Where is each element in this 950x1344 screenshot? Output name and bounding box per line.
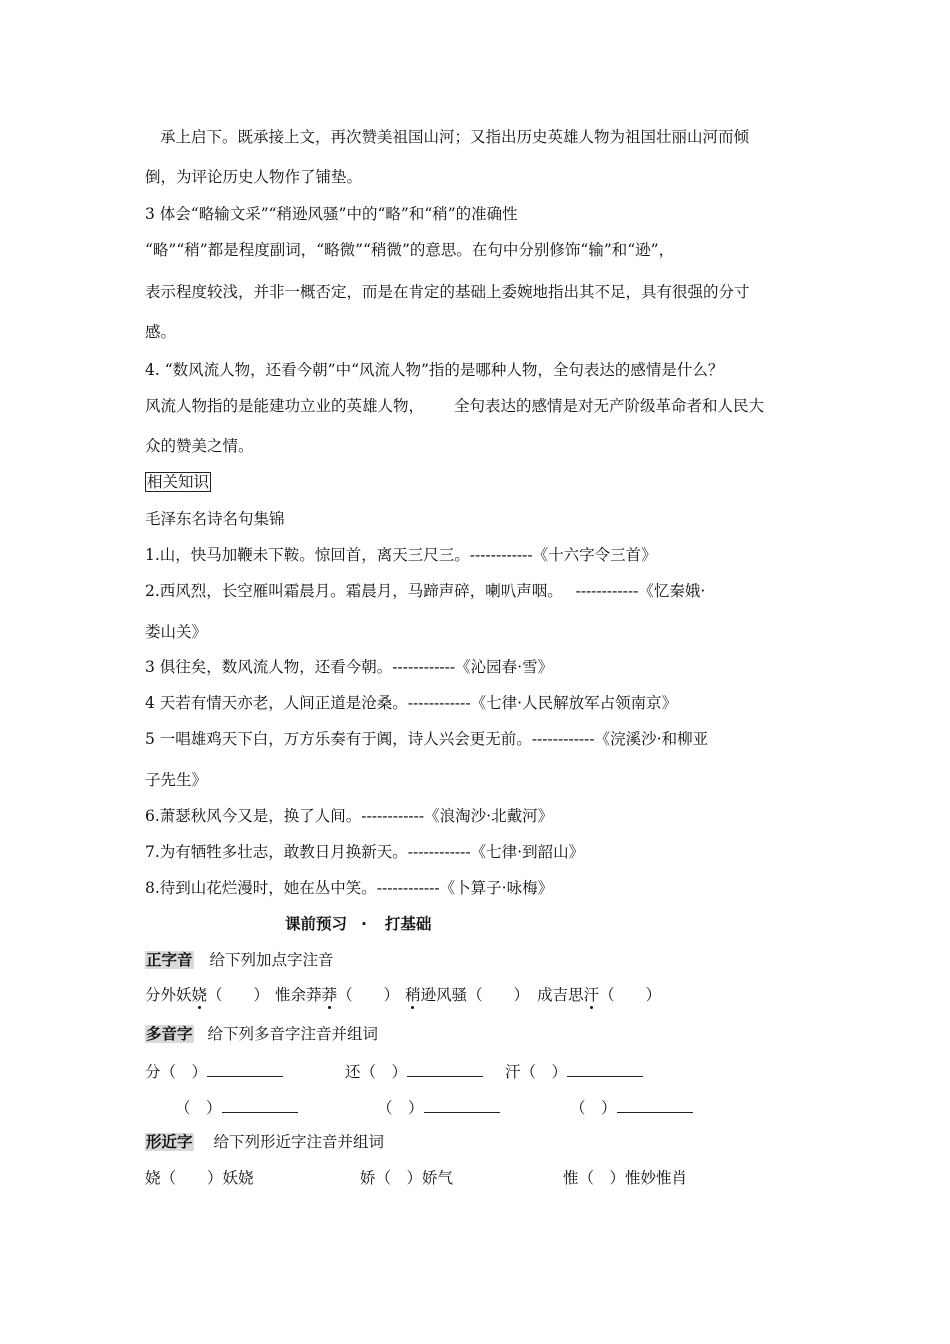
duo-second-huan: （ ） <box>377 1096 500 1118</box>
xing-label: 形近字 <box>146 1133 193 1151</box>
question-4-answer-part-b: 全句表达的感情是对无产阶级革命者和人民大 <box>454 397 765 415</box>
zheng-word-2: 惟余莽莽（ ） <box>275 986 400 1004</box>
zheng-heading <box>145 950 334 970</box>
question-3-title: 3 体会“略输文采”“稍逊风骚”中的“略”和“稍”的准确性 <box>145 205 518 223</box>
duo-second-fen: （ ） <box>175 1096 298 1118</box>
poem-item-3: 3 俱往矣，数风流人物，还看今朝。------------《沁园春·雪》 <box>145 658 554 676</box>
poem-item-1: 1.山，快马加鞭未下鞍。惊回首，离天三尺三。------------《十六字令三首》 <box>145 546 657 564</box>
answer-blank[interactable] <box>567 1060 643 1077</box>
preview-heading-b: 打基础 <box>384 915 432 933</box>
emphasis-dot-char: 汗 <box>583 986 600 1004</box>
answer-blank[interactable] <box>407 1060 483 1077</box>
question-3-answer-3: 感。 <box>145 323 177 341</box>
poem-item-5: 5 一唱雄鸡天下白，万方乐奏有于阗，诗人兴会更无前。------------《浣溪沙·和柳亚 <box>145 730 709 748</box>
intro-line-2: 倒，为评论历史人物作了铺垫。 <box>145 168 363 186</box>
preview-heading-a: 课前预习 <box>285 915 348 933</box>
xing-item-1: 娆（ ）妖娆 <box>145 1169 254 1187</box>
intro-line-1: 承上启下。既承接上文，再次赞美祖国山河；又指出历史英雄人物为祖国壮丽山河而倾 <box>160 128 750 146</box>
xing-item-3: 惟（ ）惟妙惟肖 <box>563 1169 688 1187</box>
poem-item-6: 6.萧瑟秋风今又是，换了人间。------------《浪淘沙·北戴河》 <box>145 807 554 825</box>
poem-item-4: 4 天若有情天亦老，人间正道是沧桑。------------《七律·人民解放军占领南京》 <box>145 694 678 712</box>
preview-heading <box>285 914 431 934</box>
duo-char-fen: 分（ ） <box>145 1060 283 1082</box>
question-3-answer-1: “略”“稍”都是程度副词，“略微”“稍微”的意思。在句中分别修饰“输”和“逊”， <box>145 241 675 259</box>
xing-heading <box>145 1132 384 1152</box>
emphasis-dot-char: 莽 <box>321 986 338 1004</box>
poem-item-5-continued: 子先生》 <box>145 771 208 789</box>
duo-second-han: （ ） <box>570 1096 693 1118</box>
duo-char-huan: 还（ ） <box>345 1060 483 1082</box>
zheng-items <box>145 985 661 1005</box>
zheng-label: 正字音 <box>146 951 193 969</box>
answer-blank[interactable] <box>207 1060 283 1077</box>
xing-item-2: 娇（ ）娇气 <box>360 1169 454 1187</box>
poem-item-7: 7.为有牺牲多壮志，敢教日月换新天。------------《七律·到韶山》 <box>145 843 585 861</box>
question-4-title: 4. “数风流人物，还看今朝”中“风流人物”指的是哪种人物，全句表达的感情是什么？ <box>145 361 724 379</box>
poem-collection-subtitle: 毛泽东名诗名句集锦 <box>145 510 285 528</box>
preview-heading-dot: · <box>361 915 367 933</box>
duo-char-han: 汗（ ） <box>505 1060 643 1082</box>
question-4-answer-2: 众的赞美之情。 <box>145 437 254 455</box>
zheng-word-4: 成吉思汗（ ） <box>537 986 662 1004</box>
emphasis-dot-char: 稍 <box>405 986 421 1004</box>
poem-item-8: 8.待到山花烂漫时，她在丛中笑。------------《卜算子·咏梅》 <box>145 879 554 897</box>
duo-instruction: 给下列多音字注音并组词 <box>207 1025 379 1043</box>
poem-item-2: 2.西风烈，长空雁叫霜晨月。霜晨月，马蹄声碎，喇叭声咽。 ------------《忆秦娥· <box>145 582 706 600</box>
question-3-answer-2: 表示程度较浅，并非一概否定，而是在肯定的基础上委婉地指出其不足，具有很强的分寸 <box>145 283 750 301</box>
zheng-word-1: 分外妖娆（ ） <box>145 986 270 1004</box>
zheng-word-3: 稍逊风骚（ ） <box>405 986 530 1004</box>
emphasis-dot-char: 娆 <box>191 986 208 1004</box>
question-4-answer-part-a: 风流人物指的是能建功立业的英雄人物， <box>145 397 425 415</box>
poem-item-2-continued: 娄山关》 <box>145 623 208 641</box>
answer-blank[interactable] <box>222 1096 298 1113</box>
related-knowledge-box: 相关知识 <box>147 473 210 491</box>
xing-instruction: 给下列形近字注音并组词 <box>213 1133 385 1151</box>
duo-label: 多音字 <box>146 1025 193 1043</box>
zheng-instruction: 给下列加点字注音 <box>209 951 334 969</box>
answer-blank[interactable] <box>424 1096 500 1113</box>
related-knowledge-label <box>145 472 211 492</box>
answer-blank[interactable] <box>617 1096 693 1113</box>
question-4-answer-1 <box>145 396 764 416</box>
duo-heading <box>145 1024 378 1044</box>
